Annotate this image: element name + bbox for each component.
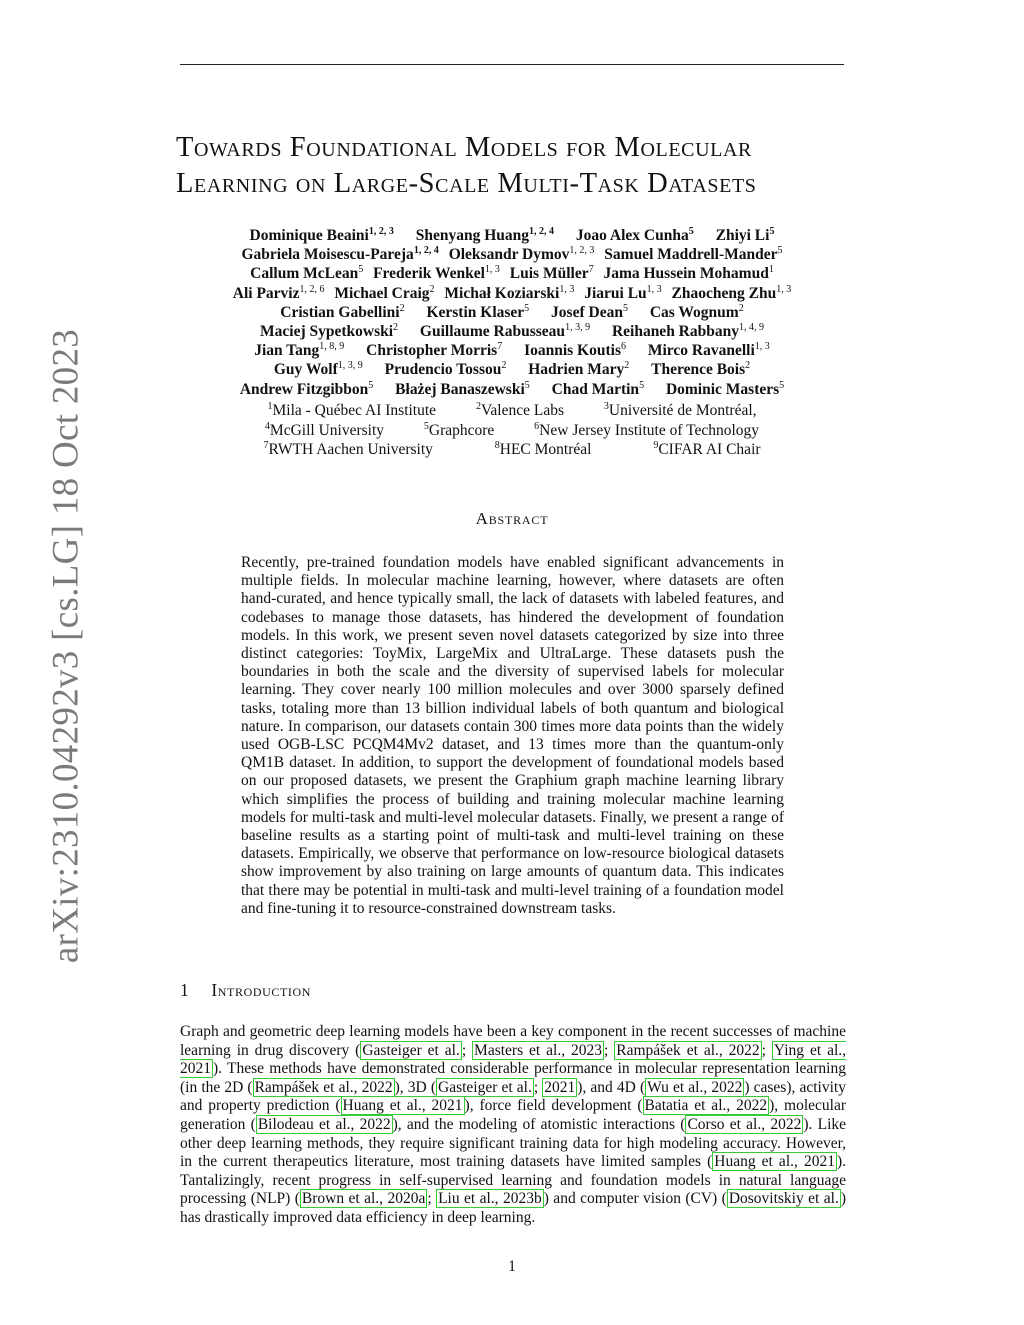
author: Jama Hussein Mohamud$^1$	[603, 264, 774, 283]
author: Frederik Wenkel$^{1, 3}$	[373, 264, 500, 283]
author: Shenyang Huang$^{1, 2, 4}$	[415, 225, 555, 244]
author: Jiarui Lu$^{1, 3}$	[584, 283, 662, 302]
citation-link[interactable]: Gasteiger et al.	[362, 1041, 460, 1059]
author: Michael Craig$^2$	[334, 283, 435, 302]
author: Zhaocheng Zhu$^{1, 3}$	[671, 283, 792, 302]
author-row	[150, 264, 874, 283]
author: Reihaneh Rabbany$^{1, 4, 9}$	[611, 321, 764, 341]
affiliation: $^2$Valence Labs	[475, 400, 564, 419]
author-row	[150, 303, 874, 322]
author: Ioannis Koutis$^6$	[524, 341, 626, 360]
affiliation: $^4$McGill University	[264, 420, 385, 439]
affiliation-row	[150, 440, 874, 460]
author-list	[150, 226, 874, 399]
citation-link[interactable]: Dosovitskiy et al.	[728, 1190, 839, 1208]
author: Samuel Maddrell-Mander$^5$	[604, 245, 783, 264]
header-rule	[180, 64, 844, 65]
author-row	[150, 380, 874, 399]
abstract-heading: Abstract	[475, 509, 549, 528]
author: Hadrien Mary$^2$	[528, 360, 630, 379]
citation-link[interactable]: Masters et al., 2023	[474, 1041, 602, 1059]
author: Guillaume Rabusseau$^{1, 3, 9}$	[419, 321, 591, 341]
section-heading	[180, 980, 311, 1001]
abstract-text: Recently, pre-trained foundation models have enabled significant advancements in multiple fields. In molecular machine learning, however, where datasets are often hand-curated, and hence typically small, the lack of datasets with labeled features, and codebases to manage those datasets, has hindered the development of foundation models. In this work, we present seven novel datasets categorized by size into three distinct categories: ToyMix, LargeMix and UltraLarge. These datasets push the boundaries in both the scale and the diversity of supervised labels for molecular learning. They cover nearly 100 million molecules and over 3000 sparsely defined tasks, totaling more than 13 billion individual labels of both quantum and biological nature. In comparison, our datasets contain 300 times more data points than the widely used OGB-LSC PCQM4Mv2 dataset, and 13 times more than the quantum-only QM1B dataset. In addition, to support the development of foundational models based on our proposed datasets, we present the Graphium graph machine learning library which simplifies the process of building and training molecular machine learning models for multi-task and multi-level molecular datasets. Finally, we present a range of baseline results as a starting point of multi-task and multi-level training on these datasets. Empirically, we observe that performance on low-resource biological datasets show improvement by also training on large amounts of quantum data. This indicates that there may be potential in multi-task and multi-level training of a foundation model and fine-tuning it to resource-constrained downstream tasks.	[241, 554, 784, 917]
author: Maciej Sypetkowski$^2$	[260, 321, 399, 341]
citation-link[interactable]: Corso et al., 2022	[687, 1115, 802, 1133]
affiliation-row	[150, 421, 874, 441]
citation-link[interactable]: Rampášek et al., 2022	[254, 1078, 393, 1096]
citation-link[interactable]: Brown et al., 2020a	[301, 1190, 426, 1208]
author: Dominic Masters$^5$	[665, 379, 785, 398]
author: Josef Dean$^5$	[551, 302, 628, 321]
citation-link[interactable]: 2021	[544, 1078, 576, 1096]
author: Zhiyi Li$^5$	[715, 225, 775, 244]
citation-link[interactable]: Wu et al., 2022	[647, 1078, 743, 1096]
affiliation-row	[150, 401, 874, 421]
section-number: 1	[180, 980, 190, 1000]
author: Christopher Morris$^7$	[366, 341, 503, 360]
title-line-1: Towards Foundational Models for Molecular	[176, 132, 752, 163]
affiliation: $^9$CIFAR AI Chair	[653, 440, 761, 459]
author: Andrew Fitzgibbon$^5$	[239, 379, 374, 398]
citation-link[interactable]: Gasteiger et al.	[438, 1078, 532, 1096]
author: Błażej Banaszewski$^5$	[395, 379, 530, 398]
citation-link[interactable]: Bilodeau et al., 2022	[257, 1115, 391, 1133]
author-row	[150, 341, 874, 360]
affiliation: $^7$RWTH Aachen University	[263, 440, 433, 459]
author: Cas Wognum$^2$	[649, 302, 744, 321]
citation-link[interactable]: Huang et al., 2021	[342, 1097, 463, 1115]
affiliation: $^5$Graphcore	[423, 420, 495, 439]
author: Jian Tang$^{1, 8, 9}$	[254, 341, 345, 360]
section-title: Introduction	[211, 980, 312, 1000]
affiliation-list	[150, 401, 874, 460]
paper-title	[176, 130, 856, 202]
citation-link[interactable]: Liu et al., 2023b	[438, 1190, 542, 1208]
citation-link[interactable]: Ying et al., 2021	[180, 1041, 847, 1078]
author: Michał Koziarski$^{1, 3}$	[444, 283, 575, 302]
title-line-2: Learning on Large-Scale Multi-Task Datasets	[176, 168, 757, 199]
author: Guy Wolf$^{1, 3, 9}$	[273, 360, 363, 379]
author: Callum McLean$^5$	[250, 264, 364, 283]
citation-link[interactable]: Huang et al., 2021	[714, 1153, 835, 1171]
citation-link[interactable]: Rampášek et al., 2022	[616, 1041, 760, 1059]
page-number: 1	[508, 1258, 516, 1275]
author-row	[150, 322, 874, 341]
author-row	[150, 360, 874, 379]
author: Prudencio Tossou$^2$	[384, 360, 507, 379]
author-row	[150, 245, 874, 264]
author: Cristian Gabellini$^2$	[280, 302, 405, 321]
affiliation: $^6$New Jersey Institute of Technology	[534, 420, 760, 439]
author: Kerstin Klaser$^5$	[426, 302, 530, 321]
affiliation: $^1$Mila - Québec AI Institute	[267, 400, 437, 419]
author: Dominique Beaini$^{1, 2, 3}$	[249, 225, 394, 244]
author: Joao Alex Cunha$^5$	[575, 225, 694, 244]
author: Therence Bois$^2$	[651, 360, 751, 379]
author: Luis Müller$^7$	[509, 264, 594, 283]
affiliation: $^3$Université de Montréal,	[603, 400, 757, 419]
citation-link[interactable]: Batatia et al., 2022	[644, 1097, 768, 1115]
intro-paragraph: Graph and geometric deep learning models have been a key component in the recent successes of machine learning in drug discovery ( Gasteiger et al. ; Masters et al., 2023 ; Rampášek et al., 2022 ; Ying et al., 2021 ). These methods have demonstrated considerable performance in molecular representation learning (in the 2D ( Rampášek et al., 2022 ), 3D ( Gasteiger et al. ; 2021 ), and 4D ( Wu et al., 2022 ) cases), activity and property prediction ( Huang et al., 2021 ), force field development ( Batatia et al., 2022 ), molecular generation ( Bilodeau et al., 2022 ), and the modeling of atomistic interactions ( Corso et al., 2022 ). Like other deep learning methods, they require significant training data for high modeling accuracy. However, in the current therapeutics literature, most training datasets have limited samples ( Huang et al., 2021 ). Tantalizingly, recent progress in self-supervised learning and foundation models in natural language processing (NLP) ( Brown et al., 2020a ; Liu et al., 2023b ) and computer vision (CV) ( Dosovitskiy et al. ) has drastically improved data efficiency in deep learning.	[180, 1023, 847, 1226]
author-row	[150, 226, 874, 245]
affiliation: $^8$HEC Montréal	[494, 440, 592, 459]
author: Oleksandr Dymov$^{1, 2, 3}$	[448, 245, 595, 264]
author-row	[150, 284, 874, 303]
author: Ali Parviz$^{1, 2, 6}$	[232, 283, 325, 302]
author: Gabriela Moisescu-Pareja$^{1, 2, 4}$	[241, 245, 439, 264]
author: Chad Martin$^5$	[551, 379, 645, 398]
author: Mirco Ravanelli$^{1, 3}$	[647, 341, 770, 360]
